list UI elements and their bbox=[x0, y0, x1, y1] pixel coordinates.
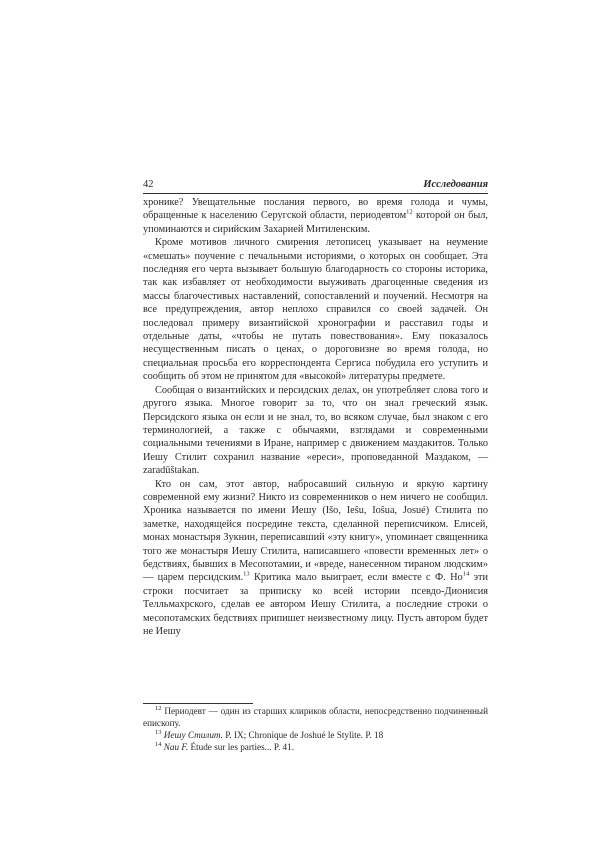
paragraph: Кто он сам, этот автор, набросавший сильную и яркую картину современной ему жизни? Никто из современников о нем ничего не сообщил. Хроника называется по имени Иешу (Išo, Ieŝu, Ioŝua, Josué) Стилита по заметке, находящейся посредине текста, сделанной переписчиком. Елисей, монах монастыря Зукнин, переписавший «эту книгу», упоминает священника того же монастыря Иешу Стилита, написавшего «повести временных лет» о бедствиях, бывших в Месопотамии, и «вреде, нанесенном тираном людским» — царем персидским.$^{13}$ Критика мало выиграет, если вместе с Ф. $Но^{14}$ эти строки посчитает за приписку ко всей истории псевдо-Дионисия Телльмахрского, сделав ее автором Иешу Стилита, а последние строки о месопотамских бедствиях припишет неизвестному лицу. Пусть автором будет не Иешу bbox=[143, 478, 488, 637]
paragraph: хронике? Увещательные послания первого, во время голода и чумы, обращенные к населению Серугской области, периодевтом$^{12}$ которой он был, упоминаются и сирийским Захарией Митиленским. bbox=[143, 197, 488, 235]
footnote: $^{13}$ Иешу Стилит. P. IX; Chronique de Joshué le Stylite. P. 18 bbox=[155, 728, 384, 740]
page-number: 42 bbox=[143, 179, 154, 190]
footnotes bbox=[143, 705, 488, 753]
footnote: $^{14}$ Nau F. Étude sur les parties... P. 41. bbox=[155, 740, 295, 752]
body-text bbox=[143, 196, 488, 638]
paragraph: Сообщая о византийских и персидских делах, он употребляет слова того и другого языка. Многое говорит за то, что он знал греческий язык. Персидского языка он если и не знал, то, во всяком случае, был знаком с его терминологией, а также с обычаями, взглядами и современными социальными течениями в Иране, например с движением маздакитов. Только Иешу Стилит сохранил название «ереси», проповеданной Маздаком, — zaradūštakan. bbox=[143, 384, 488, 477]
footnote-ref: 13 bbox=[243, 570, 250, 578]
footnote-ref: 12 bbox=[406, 208, 413, 216]
running-title: Исследования bbox=[423, 179, 488, 190]
header-rule bbox=[143, 193, 488, 194]
footnote-rule bbox=[143, 703, 253, 704]
paragraph: Кроме мотивов личного смирения летописец указывает на неумение «смешать» поучение с печальными историями, о которых он сообщает. Эта последняя его черта вызывает большую благодарность со стороны историка, так как избавляет от необходимости выуживать драгоценные сведения из массы благочестивых наставлений, сопоставлений и поучений. Несмотря на все предупреждения, автор неплохо справился со своей задачей. Он последовал примеру византийской хронографии и расставил годы и отдельные даты, «чтобы не путать повествования». Ему показалось несущественным писать о ценах, о дороговизне во время голода, но специальная просьба его корреспондента Сергиса побудила его уступить и сообщить об этом не принятом для «высокой» литературы предмете. bbox=[143, 237, 488, 383]
footnote: $^{12}$ Периодевт — один из старших клириков области, непосредственно подчиненный епископу. bbox=[143, 704, 489, 728]
page-header bbox=[143, 178, 488, 194]
footnote-ref: 14 bbox=[462, 570, 470, 578]
